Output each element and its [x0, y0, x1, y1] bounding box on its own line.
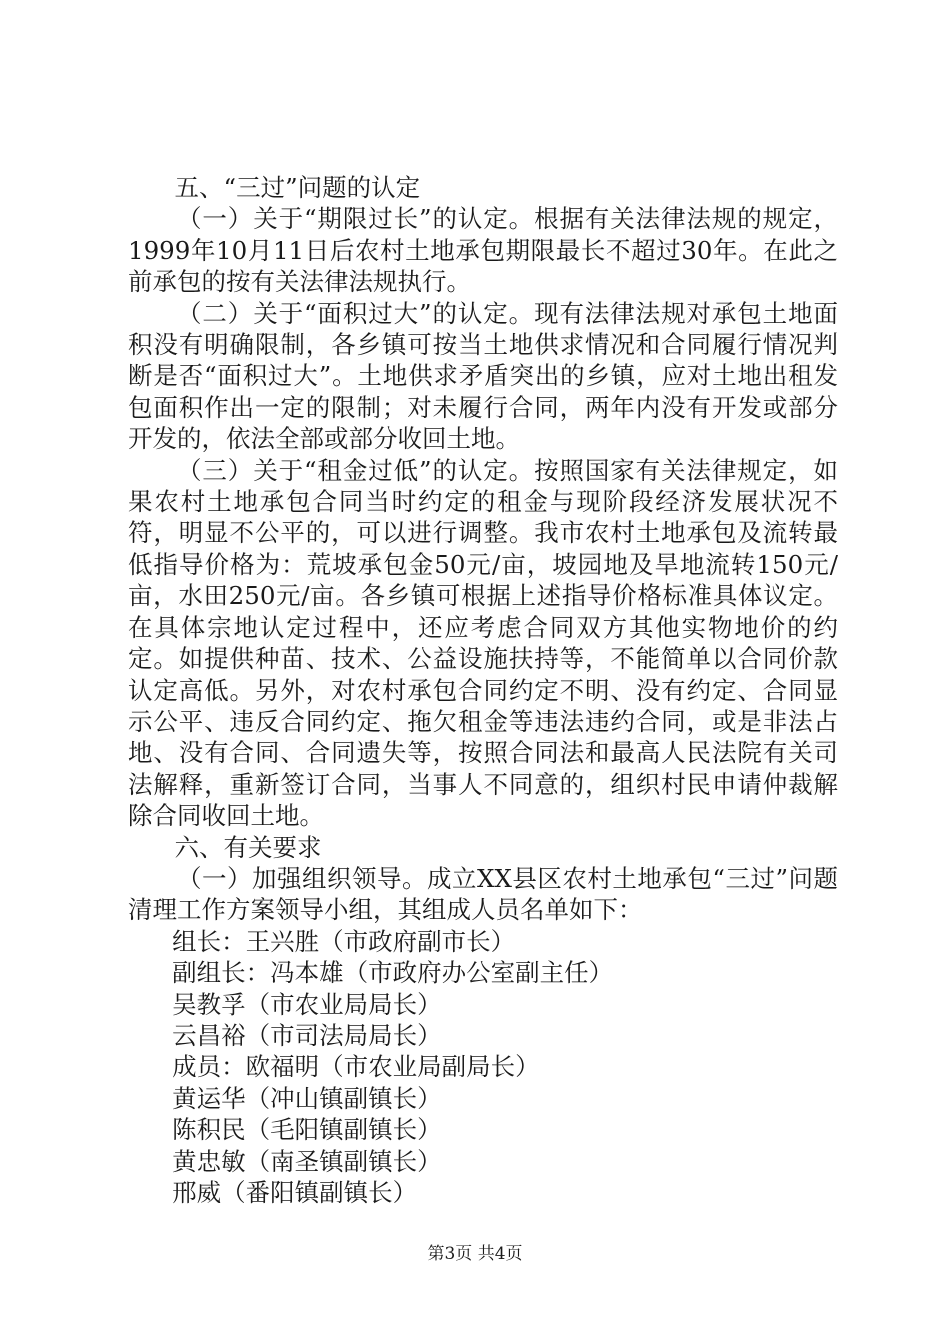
member-line: 组长：王兴胜（市政府副市长）	[172, 926, 516, 956]
paragraph-area-too-large: （二）关于“面积过大”的认定。现有法律法规对承包土地面积没有明确限制，各乡镇可按当土地供求情况和合同履行情况判断是否“面积过大”。土地供求矛盾突出的乡镇，应对土地出租发包面积作出一定的限制；对未履行合同，两年内没有开发或部分开发的，依法全部或部分收回土地。	[128, 298, 838, 454]
member-line: 陈积民（毛阳镇副镇长）	[172, 1115, 442, 1145]
paragraph-organization-leadership: （一）加强组织领导。成立XX县区农村土地承包“三过”问题清理工作方案领导小组，其组成人员名单如下：	[128, 863, 838, 925]
section-heading: 五、“三过”问题的认定	[174, 173, 421, 202]
member-line: 成员：欧福明（市农业局副局长）	[172, 1052, 540, 1082]
document-body	[128, 172, 838, 1208]
member-line: 云昌裕（市司法局局长）	[172, 1020, 442, 1050]
member-line: 吴教孚（市农业局局长）	[172, 989, 442, 1019]
member-line: 邢威（番阳镇副镇长）	[172, 1178, 418, 1207]
page-number: 第3页 共4页	[427, 1244, 523, 1264]
member-line: 黄运华（冲山镇副镇长）	[172, 1083, 442, 1113]
member-line: 黄忠敏（南圣镇副镇长）	[172, 1146, 442, 1176]
paragraph-term-too-long: （一）关于“期限过长”的认定。根据有关法律法规的规定，1999年10月11日后农村土地承包期限最长不超过30年。在此之前承包的按有关法律法规执行。	[128, 204, 838, 297]
member-line: 副组长：冯本雄（市政府办公室副主任）	[172, 958, 614, 988]
page-footer	[0, 1243, 950, 1265]
section-heading: 六、有关要求	[174, 832, 322, 862]
paragraph-rent-too-low: （三）关于“租金过低”的认定。按照国家有关法律规定，如果农村土地承包合同当时约定的租金与现阶段经济发展状况不符，明显不公平的，可以进行调整。我市农村土地承包及流转最低指导价格为：荒坡承包金50元/亩，坡园地及旱地流转150元/亩，水田250元/亩。各乡镇可根据上述指导价格标准具体议定。在具体宗地认定过程中，还应考虑合同双方其他实物地价的约定。如提供种苗、技术、公益设施扶持等，不能简单以合同价款认定高低。另外，对农村承包合同约定不明、没有约定、合同显示公平、违反合同约定、拖欠租金等违法违约合同，或是非法占地、没有合同、合同遗失等，按照合同法和最高人民法院有关司法解释，重新签订合同，当事人不同意的，组织村民申请仲裁解除合同收回土地。	[128, 455, 838, 831]
